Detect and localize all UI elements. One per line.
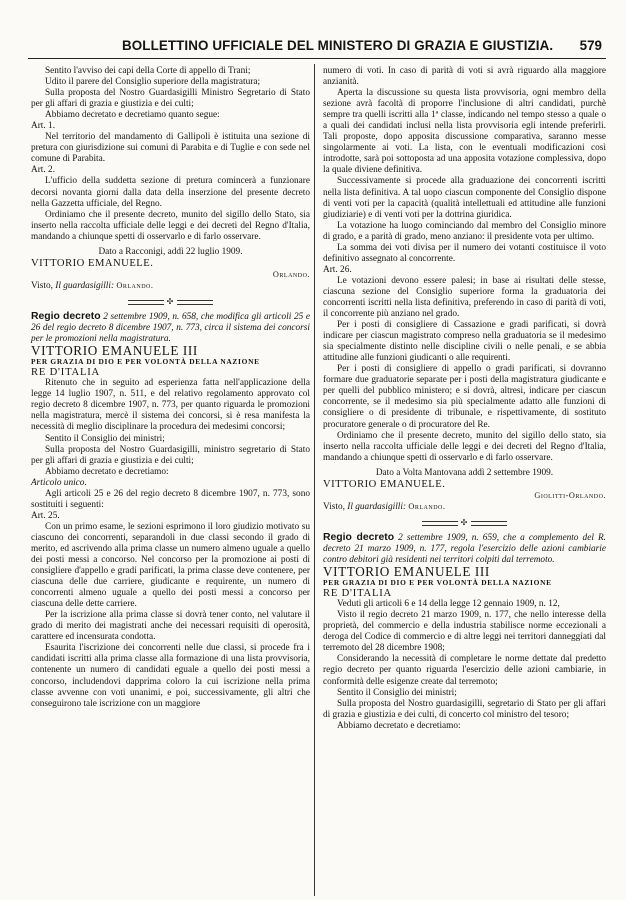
paragraph: Per la iscrizione alla prima classe si dovrà tener conto, nel valutare il grado di merito dei magistrati anche dei necessari requisiti di operosità, carattere ed incensurata condotta.: [31, 610, 310, 643]
paragraph: Con un primo esame, le sezioni esprimono il loro giudizio motivato su ciascuno dei concorrenti, separandoli in due classi secondo il grado di merito, ed ascrivendo alla prima classe un numero almeno uguale a quello dei posti messi a concorso. Nel concorso per la promozione ai posti di consigliere d'appello e gradi parificati, la prima classe deve contenere, per ciascuna delle due carriere, giudicante e requirente, un numero di concorrenti almeno uguale a quello dei posti messi a concorso per ciascuna delle dette carriere.: [31, 521, 310, 610]
visto-name: Orlando.: [408, 501, 446, 511]
paragraph: Aperta la discussione su questa lista provvisoria, ogni membro della sezione avrà facoltà di proporre l'inclusione di altri candidati, purchè sempre tra quelli iscritti alla 1ª classe, indicando nel tempo stesso a quale o a quali dei candidati inclusi nella lista provvisoria egli intende preferirli. Tali proposte, dopo apposita discussione comparativa, saranno messe singolarmente ai voti. La lista, con le eventuali modificazioni così introdotte, sarà poi sottoposta ad una apposita votazione complessiva, dopo la quale diviene definitiva.: [323, 88, 606, 176]
left-column: [31, 66, 310, 710]
re-d-italia: RE D'ITALIA: [31, 367, 100, 379]
article-heading: Art. 25.: [31, 510, 60, 521]
page-number: 579: [579, 38, 602, 53]
paragraph: Considerando la necessità di completare le norme dettate dal predetto regio decreto per quanto riguarda l'esercizio delle azioni cambiarie, in conformità delle esigenze create dal terremoto;: [323, 654, 606, 687]
divider-ornament: ✣: [31, 296, 310, 307]
visto-role: Il guardasigilli:: [55, 280, 117, 291]
visto-prefix: Visto,: [323, 501, 348, 512]
paragraph: Agli articoli 25 e 26 del regio decreto 8 dicembre 1907, n. 773, sono sostituiti i seguenti:: [31, 488, 310, 510]
paragraph: Udito il parere del Consiglio superiore della magistratura;: [45, 77, 261, 88]
paragraph: Nel territorio del mandamento di Gallipoli è istituita una sezione di pretura con giurisdizione sui comuni di Parabita e di Tuglie e con sede nel comune di Parabita.: [31, 132, 310, 165]
king-title: VITTORIO EMANUELE III: [31, 343, 198, 359]
decree-label: Regio decreto: [31, 310, 101, 322]
article-heading: Art. 1.: [31, 121, 56, 132]
article-heading: Art. 26.: [323, 264, 352, 275]
paragraph: Abbiamo decretato e decretiamo quanto segue:: [45, 110, 220, 121]
minister-signatures: Giolitti-Orlando.: [534, 490, 606, 500]
right-column: [323, 66, 606, 732]
decree-heading: [323, 532, 606, 566]
column-divider: [314, 64, 315, 896]
royal-signature: VITTORIO EMANUELE.: [323, 478, 446, 490]
visto-line: [323, 501, 606, 513]
decree-heading: [31, 311, 310, 345]
visto-role: Il guardasigilli:: [347, 501, 409, 512]
header-rule: [28, 58, 606, 59]
paragraph: numero di voti. In caso di parità di voti si avrà riguardo alla maggiore anzianità.: [323, 66, 606, 88]
page-header: [28, 38, 606, 58]
journal-title: BOLLETTINO UFFICIALE DEL MINISTERO DI GRAZIA E GIUSTIZIA.: [122, 38, 554, 53]
divider-ornament: ✣: [323, 517, 606, 528]
per-grazia-line: PER GRAZIA DI DIO E PER VOLONTÀ DELLA NAZIONE: [31, 357, 260, 367]
paragraph: Sulla proposta del Nostro Guardasigilli, ministro segretario di Stato per gli affari di grazia e giustizia e dei culti;: [31, 444, 310, 466]
dated-line: Dato a Racconigi, addì 22 luglio 1909.: [98, 246, 243, 257]
paragraph: L'ufficio della suddetta sezione di pretura comincerà a funzionare decorsi novanta giorni dalla data della inserzione del presente decreto nella Gazzetta ufficiale, del Regno.: [31, 176, 310, 209]
paragraph: Visto il regio decreto 21 marzo 1909, n. 177, che nello interesse della proprietà, del commercio e della industria stabilisce norme eccezionali a deroga del Codice di commercio e di altre leggi nei territori danneggiati dal terremoto del 28 dicembre 1908;: [323, 610, 606, 654]
minister-signature: Orlando.: [272, 269, 310, 279]
decree-summary: 2 settembre 1909, n. 659, che a complemento del R. decreto 21 marzo 1909, n. 177, regola l'esercizio delle azioni cambiarie contro debitori già residenti nei territori colpiti dal terremoto.: [323, 532, 606, 566]
dated-line: Dato a Volta Mantovana addì 2 settembre 1909.: [375, 467, 554, 478]
paragraph: Sentito il Consiglio dei ministri;: [45, 433, 165, 444]
article-heading: Art. 2.: [31, 165, 56, 176]
paragraph: Esaurita l'iscrizione dei concorrenti nelle due classi, si procede fra i candidati iscritti alla prima classe alla formazione di una lista provvisoria, contenente un numero di candidati eguale a quello dei posti messi a concorso, includendovi dapprima coloro la cui iscrizione nella prima classe avvenne con voti unanimi, e poi, successivamente, gli altri che conseguirono tale iscrizione con un maggiore: [31, 643, 310, 709]
paragraph: Per i posti di consigliere di appello o gradi parificati, si dovranno formare due graduatorie separate per i posti della magistratura giudicante e per quelli del pubblico ministero; e si dovrà, altresì, indicare per ciascun concorrente, se il medesimo sia più specialmente adatto alle funzioni di consigliere o di presidente di tribunale, e rispettivamente, di sostituto procuratore generale o di procuratore del Re.: [323, 364, 606, 430]
king-title: VITTORIO EMANUELE III: [323, 564, 490, 580]
paragraph: Ordiniamo che il presente decreto, munito del sigillo dello stato, sia inserto nella raccolta ufficiale delle leggi e dei decreti del Regno d'Italia, mandando a chiunque spetti di osservarlo e di farlo osservare.: [323, 430, 606, 463]
decree-label: Regio decreto: [323, 531, 395, 543]
paragraph: La votazione ha luogo cominciando dal membro del Consiglio minore di grado, e a parità di grado, meno anziano: il presidente vota per ultimo.: [323, 220, 606, 242]
per-grazia-line: PER GRAZIA DI DIO E PER VOLONTÀ DELLA NAZIONE: [323, 578, 552, 588]
paragraph: La somma dei voti divisa per il numero dei votanti costituisce il voto definitivo assegnato al concorrente.: [323, 242, 606, 264]
paragraph: Sentito l'avviso dei capi della Corte di appello di Trani;: [45, 66, 251, 76]
paragraph: Ritenuto che in seguito ad esperienza fatta nell'applicazione della legge 14 luglio 1907, n. 511, e del relativo regolamento approvato col regio decreto 8 dicembre 1907, n. 773, per quanto riguarda le promozioni nella magistratura, mercè il sistema dei concorsi, si è resa manifesta la necessità di meglio disciplinare la procedura dei medesimi concorsi;: [31, 378, 310, 433]
paragraph: Sulla proposta del Nostro Guardasigilli Ministro Segretario di Stato per gli affari di grazia e giustizia e dei culti;: [31, 88, 310, 110]
paragraph: Abbiamo decretato e decretiamo:: [337, 720, 461, 731]
visto-name: Orlando.: [116, 280, 154, 290]
paragraph: Sentito il Consiglio dei ministri;: [337, 687, 457, 698]
royal-signature: VITTORIO EMANUELE.: [31, 257, 154, 269]
paragraph: Abbiamo decretato e decretiamo:: [45, 466, 169, 477]
paragraph: Sulla proposta del Nostro guardasigilli, segretario di Stato per gli affari di grazia e giustizia e dei culti, di concerto col ministro del tesoro;: [323, 698, 606, 720]
paragraph: Veduti gli articoli 6 e 14 della legge 12 gennaio 1909, n. 12,: [337, 599, 560, 610]
re-d-italia: RE D'ITALIA: [323, 588, 392, 600]
paragraph: Successivamente si procede alla graduazione dei concorrenti iscritti nella lista definitiva. A tal uopo ciascun componente del Consiglio dispone di venti voti per la capacità (qualità intellettuali ed attitudine alle funzioni giudiziarie) e di venti voti per la dottrina giuridica.: [323, 176, 606, 220]
paragraph: Le votazioni devono essere palesi; in base ai risultati delle stesse, ciascuna sezione del Consiglio superiore forma la graduatoria dei concorrenti iscritti nella lista definitiva, preferendo in caso di parità di voti, il concorrente più anziano nel grado.: [323, 275, 606, 320]
visto-line: [31, 280, 310, 292]
paragraph: Ordiniamo che il presente decreto, munito del sigillo dello Stato, sia inserto nella raccolta ufficiale delle leggi e dei decreti del Regno d'Italia, mandando a chiunque spetti di osservarlo e di farlo osservare.: [31, 209, 310, 242]
decree-summary: 2 settembre 1909, n. 658, che modifica gli articoli 25 e 26 del regio decreto 8 dicembre 1907, n. 773, circa il sistema dei concorsi per le promozioni nella magistratura.: [31, 311, 310, 345]
visto-prefix: Visto,: [31, 280, 56, 291]
paragraph: Per i posti di consigliere di Cassazione e gradi parificati, si dovrà indicare per ciascun magistrato compreso nella graduatoria se il medesimo sia specialmente distinto nelle discipline civili o nelle penali, e se abbia attitudine alle funzioni giudicanti o alle requirenti.: [323, 320, 606, 364]
article-heading: Articolo unico.: [31, 477, 87, 488]
